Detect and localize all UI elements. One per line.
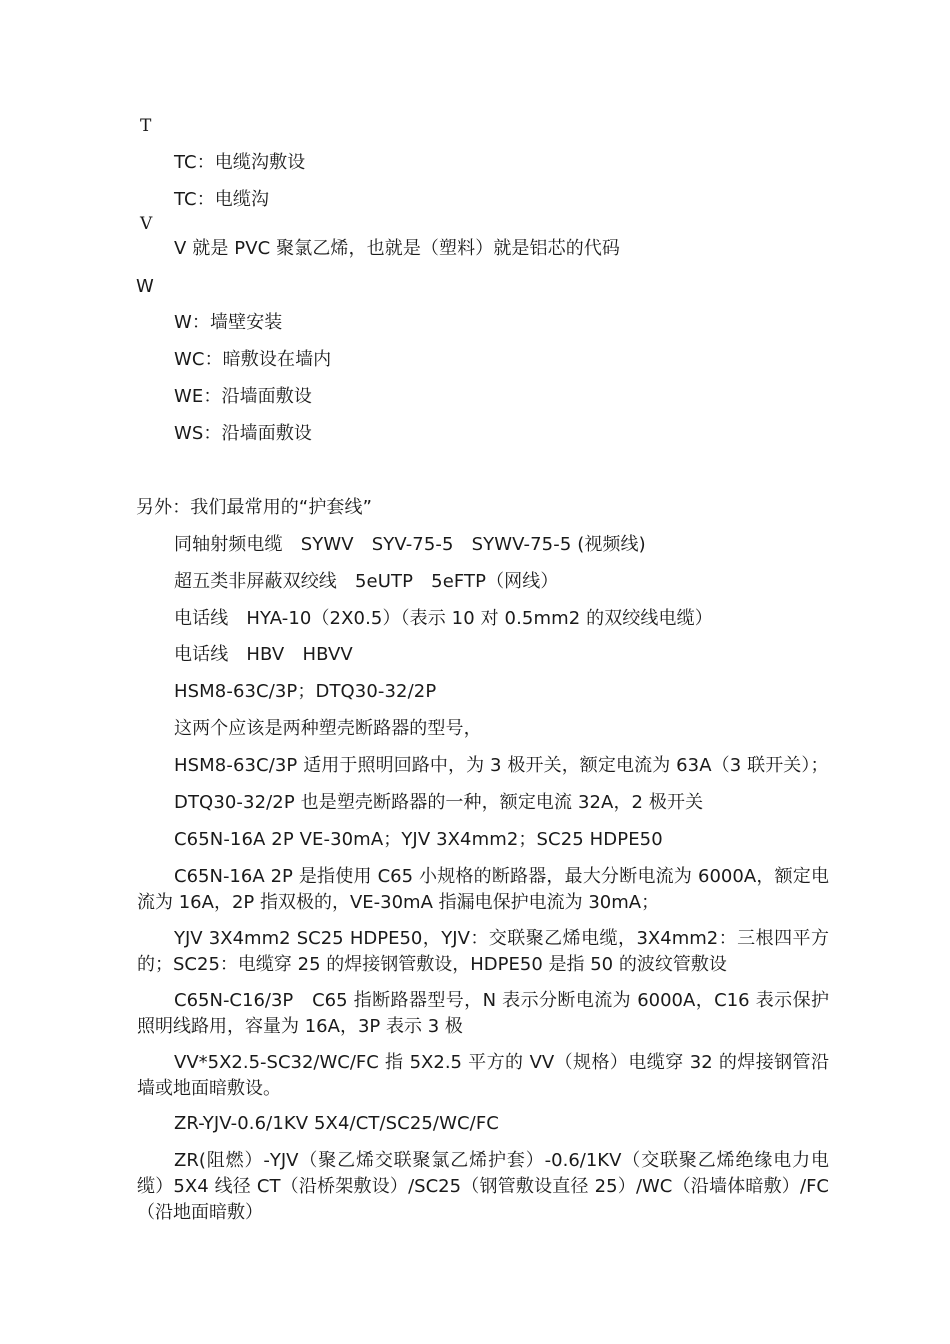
paragraph-c65n-c16-explain: C65N-C16/3P C65 指断路器型号，N 表示分断电流为 6000A，C16 表示保护照明线路用，容量为 16A，3P 表示 3 极 — [137, 990, 829, 1037]
paragraph-zr-yjv-explain: ZR(阻燃）-YJV（聚乙烯交联聚氯乙烯护套）-0.6/1KV（交联聚乙烯绝缘电力电缆）5X4 线径 CT（沿桥架敷设）/SC25（钢管敷设直径 25）/WC（沿墙体暗敷）/FC（沿地面暗敷） — [137, 1150, 829, 1223]
extra-line-breaker-models: HSM8-63C/3P；DTQ30-32/2P — [174, 681, 437, 702]
extra-line-c65n: C65N-16A 2P VE-30mA；YJV 3X4mm2；SC25 HDPE50 — [174, 829, 663, 850]
entry-tc-1: TC：电缆沟敷设 — [174, 152, 306, 173]
entry-v: V 就是 PVC 聚氯乙烯，也就是（塑料）就是铝芯的代码 — [174, 238, 621, 259]
entry-tc-2: TC：电缆沟 — [174, 189, 270, 210]
extra-line-phone-hbv: 电话线 HBV HBVV — [174, 644, 353, 665]
paragraph-vv-explain: VV*5X2.5-SC32/WC/FC 指 5X2.5 平方的 VV（规格）电缆穿 32 的焊接钢管沿墙或地面暗敷设。 — [137, 1052, 829, 1099]
extra-line-zr-yjv: ZR-YJV-0.6/1KV 5X4/CT/SC25/WC/FC — [174, 1113, 499, 1134]
extra-line-hsm8: HSM8-63C/3P 适用于照明回路中，为 3 极开关，额定电流为 63A（3 联开关）； — [174, 755, 829, 776]
entry-w: W：墙壁安装 — [174, 312, 283, 333]
entry-ws: WS：沿墙面敷设 — [174, 423, 313, 444]
entry-wc: WC：暗敷设在墙内 — [174, 349, 332, 370]
section-letter-t: T — [140, 116, 152, 136]
paragraph-yjv-explain: YJV 3X4mm2 SC25 HDPE50，YJV：交联聚乙烯电缆，3X4mm2：三根四平方的；SC25：电缆穿 25 的焊接钢管敷设，HDPE50 是指 50 的波纹管敷设 — [137, 928, 829, 975]
section-letter-w: W — [136, 276, 154, 297]
extra-line-coax: 同轴射频电缆 SYWV SYV-75-5 SYWV-75-5 (视频线) — [174, 534, 646, 555]
paragraph-c65n-explain: C65N-16A 2P 是指使用 C65 小规格的断路器，最大分断电流为 6000A，额定电流为 16A，2P 指双极的，VE-30mA 指漏电保护电流为 30mA； — [137, 866, 829, 913]
extra-line-phone-hya: 电话线 HYA-10（2X0.5）（表示 10 对 0.5mm2 的双绞线电缆） — [174, 608, 713, 629]
entry-we: WE：沿墙面敷设 — [174, 386, 312, 407]
extra-line-breaker-note: 这两个应该是两种塑壳断路器的型号， — [174, 718, 482, 739]
extra-line-cat5e: 超五类非屏蔽双绞线 5eUTP 5eFTP（网线） — [174, 571, 559, 592]
extra-line-dtq30: DTQ30-32/2P 也是塑壳断路器的一种，额定电流 32A，2 极开关 — [174, 792, 704, 813]
extra-heading: 另外：我们最常用的“护套线” — [136, 497, 373, 518]
section-letter-v: V — [140, 214, 153, 234]
